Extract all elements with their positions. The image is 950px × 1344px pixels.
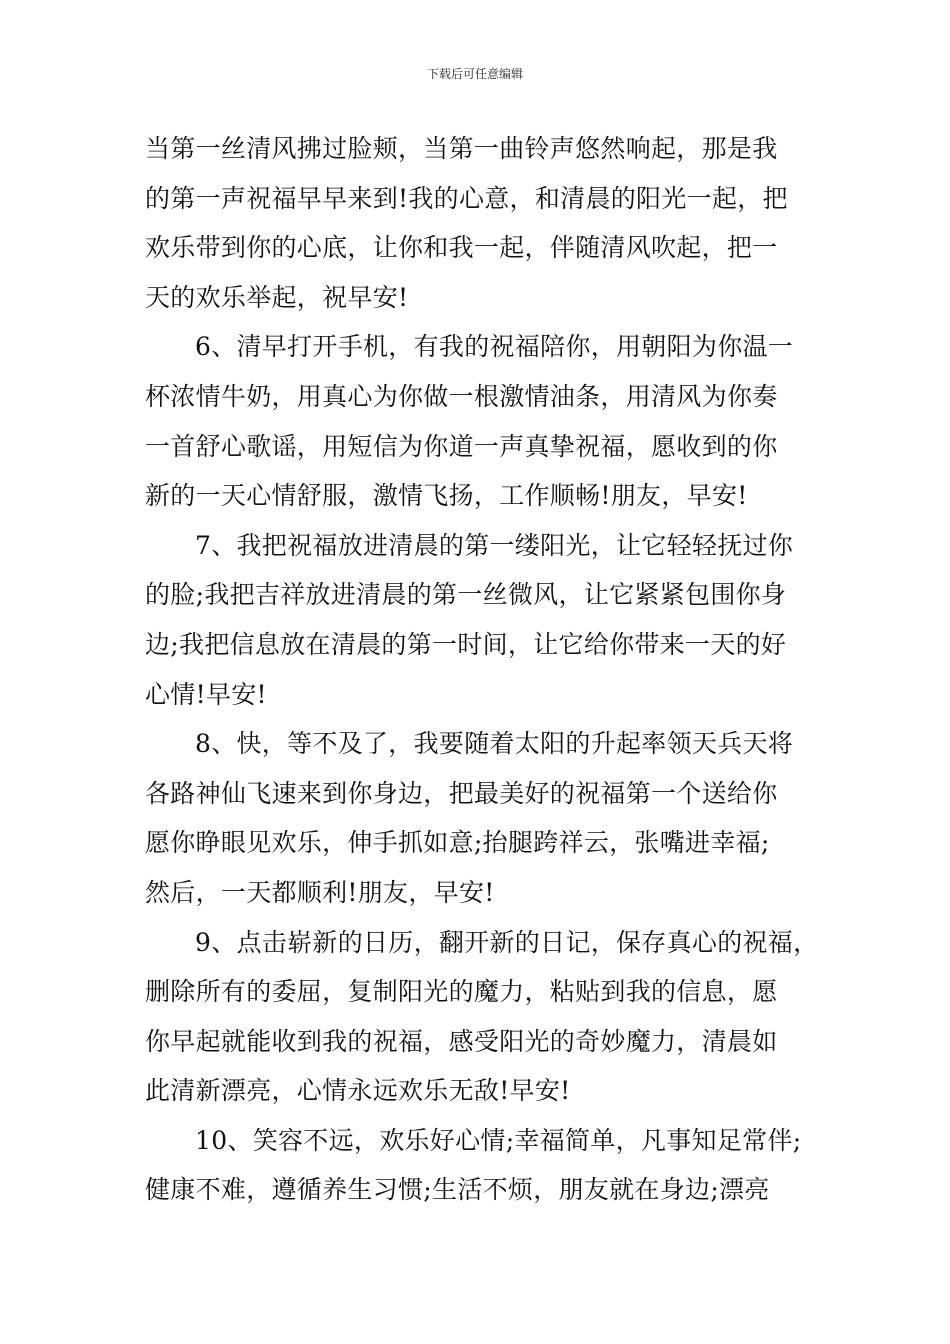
text-line: 欢乐带到你的心底，让你和我一起，伴随清风吹起，把一 <box>145 233 778 263</box>
text-line: 各路神仙飞速来到你身边，把最美好的祝福第一个送给你 <box>145 778 778 808</box>
paragraph-8 <box>145 719 835 917</box>
text-line: 的脸;我把吉祥放进清晨的第一丝微风，让它紧紧包围你身 <box>145 580 787 610</box>
text-line: 当第一丝清风拂过脸颊，当第一曲铃声悠然响起，那是我 <box>145 134 778 163</box>
text-line: 删除所有的委屈，复制阳光的魔力，粘贴到我的信息，愿 <box>145 977 778 1007</box>
text-line: 9、点击崭新的日历，翻开新的日记，保存真心的祝福， <box>195 927 819 957</box>
text-line: 你早起就能收到我的祝福，感受阳光的奇妙魔力，清晨如 <box>145 1026 778 1056</box>
text-line: 的第一声祝福早早来到!我的心意，和清晨的阳光一起，把 <box>145 183 788 213</box>
paragraph-1 <box>145 124 835 322</box>
text-line: 边;我把信息放在清晨的第一时间，让它给你带来一天的好 <box>145 629 787 659</box>
text-line: 10、笑容不远，欢乐好心情;幸福简单，凡事知足常伴; <box>195 1125 802 1155</box>
paragraph-7 <box>145 521 835 719</box>
text-line: 8、快，等不及了，我要随着太阳的升起率领天兵天将 <box>195 729 794 759</box>
text-line: 健康不难，遵循养生习惯;生活不烦，朋友就在身边;漂亮 <box>145 1175 770 1205</box>
text-line: 6、清早打开手机，有我的祝福陪你，用朝阳为你温一 <box>195 332 794 362</box>
text-line: 一首舒心歌谣，用短信为你道一声真挚祝福，愿收到的你 <box>145 431 778 461</box>
text-line: 愿你睁眼见欢乐，伸手抓如意;抬腿跨祥云，张嘴进幸福; <box>145 828 770 858</box>
text-line: 天的欢乐举起，祝早安! <box>145 282 409 312</box>
text-line: 心情!早安! <box>145 679 267 709</box>
paragraph-6 <box>145 322 835 520</box>
paragraph-10 <box>145 1116 835 1215</box>
text-line: 杯浓情牛奶，用真心为你做一根激情油条，用清风为你奏 <box>145 381 778 411</box>
text-line: 新的一天心情舒服，激情飞扬，工作顺畅!朋友，早安! <box>145 481 748 511</box>
text-line: 此清新漂亮，心情永远欢乐无敌!早安! <box>145 1076 571 1106</box>
document-body <box>145 124 835 1215</box>
text-line: 然后，一天都顺利!朋友，早安! <box>145 877 495 907</box>
page-header: 下载后可任意编辑 <box>426 67 523 81</box>
paragraph-9 <box>145 918 835 1116</box>
text-line: 7、我把祝福放进清晨的第一缕阳光，让它轻轻抚过你 <box>195 530 794 560</box>
